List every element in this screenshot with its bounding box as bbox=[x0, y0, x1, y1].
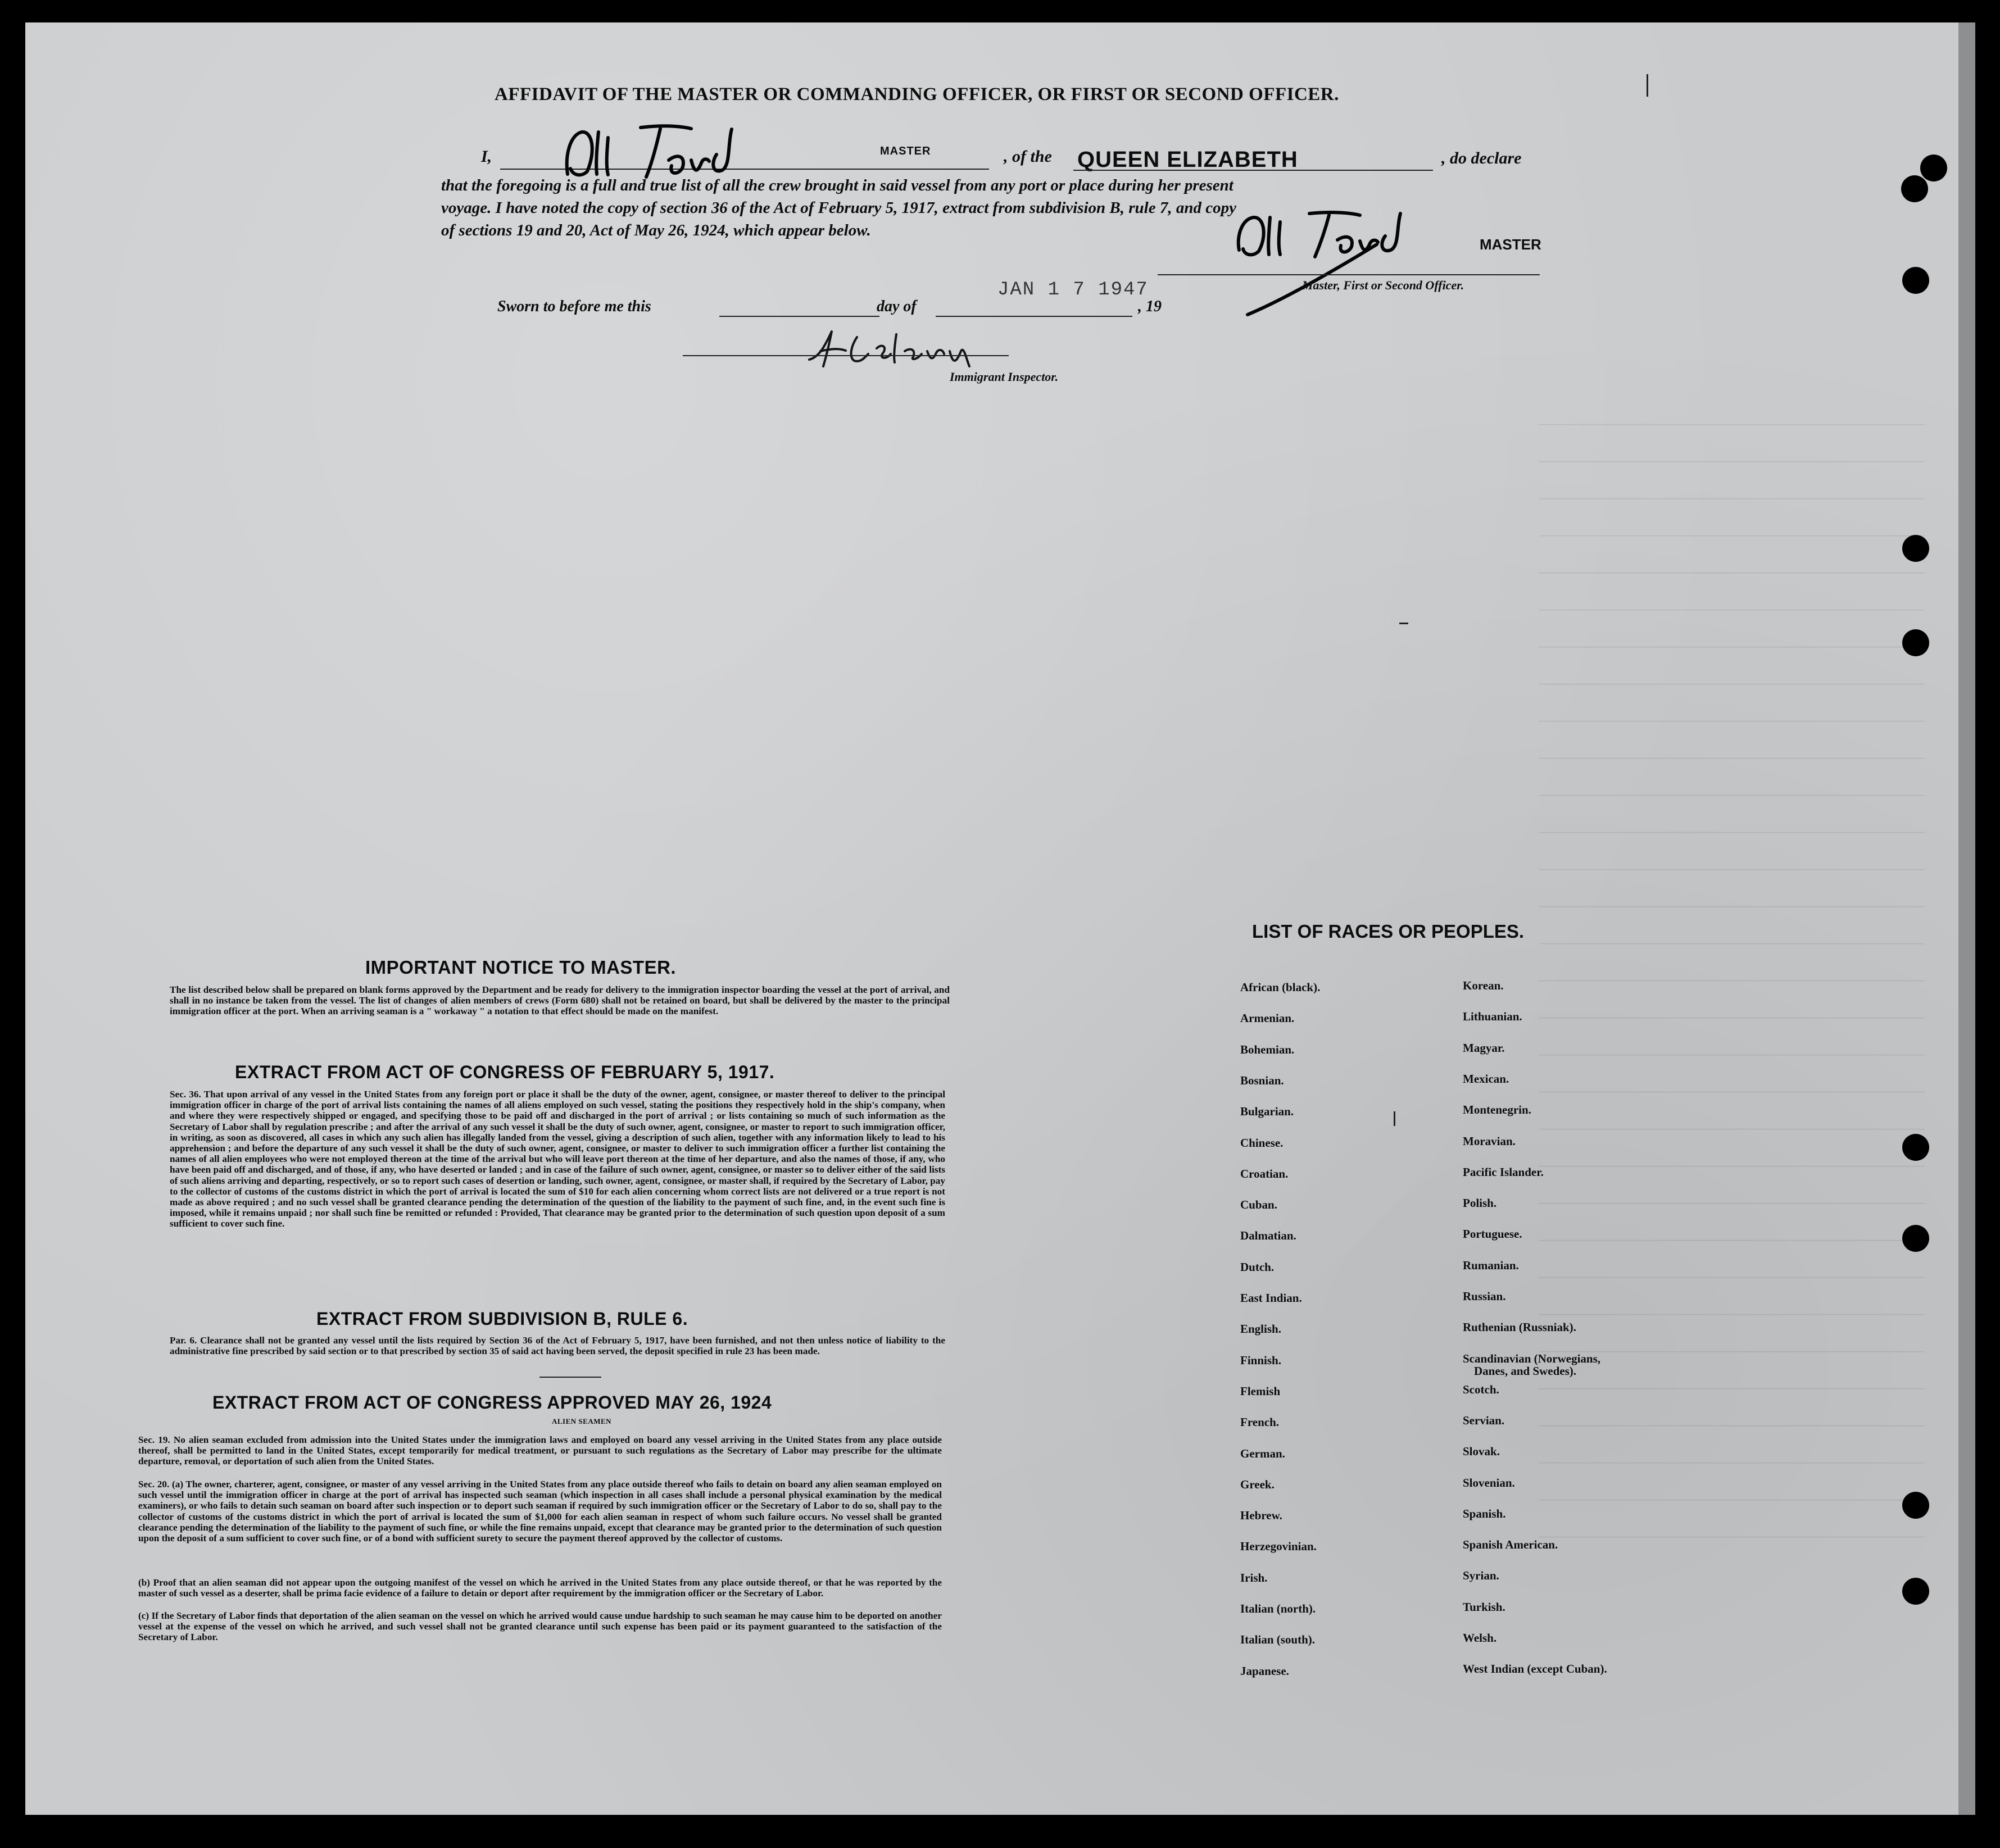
bleed-row: ———————————————————————————————————————————— bbox=[1539, 416, 1925, 433]
race-item: Herzegovinian. bbox=[1240, 1540, 1317, 1554]
race-item: Rumanian. bbox=[1463, 1258, 1519, 1272]
extract-1924-title: EXTRACT FROM ACT OF CONGRESS APPROVED MAY 26, 1924 bbox=[212, 1392, 772, 1413]
race-item: Italian (north). bbox=[1240, 1602, 1316, 1615]
race-item: Hebrew. bbox=[1240, 1509, 1282, 1523]
race-item: French. bbox=[1240, 1415, 1280, 1429]
bleed-row: ———————————————————————————————————————————— bbox=[1539, 490, 1925, 507]
bleed-row: ———————————————————————————————————————————— bbox=[1539, 1528, 1925, 1545]
extract-1924-sec20c: (c) If the Secretary of Labor finds that deportation of the alien seaman on the vessel on which he arrived would cause undue hardship to such seaman he may cause him to be deported on another vessel at the expense of the vessel on which he arrived, and such vessel shall not be granted clearance until such expense has been paid or its payment guaranteed to the satisfaction of the Secretary of Labor. bbox=[138, 1610, 942, 1643]
race-item: Cuban. bbox=[1240, 1198, 1277, 1212]
race-item: West Indian (except Cuban). bbox=[1463, 1662, 1607, 1676]
bleed-row: ———————————————————————————————————————————— bbox=[1539, 1120, 1925, 1137]
bleed-through bbox=[25, 22, 1958, 1815]
bleed-row: ———————————————————————————————————————————— bbox=[1539, 564, 1925, 581]
race-item: Croatian. bbox=[1240, 1166, 1289, 1180]
manifest-sheet bbox=[25, 22, 1958, 1815]
bleed-row: ———————————————————————————————————————————— bbox=[1539, 787, 1925, 803]
race-item: Lithuanian. bbox=[1463, 1010, 1522, 1024]
extract-1924-sec19: Sec. 19. No alien seaman excluded from admission into the United States under the immigration laws and employed on board any vessel arriving in the United States from any place outside thereof, shall be permitted to land in the United States, except temporarily for medical treatment, or pursuant to such regulations as the Secretary of Labor may prescribe for the ultimate departure, removal, or deportation of such alien from the United States. bbox=[138, 1434, 942, 1467]
race-item: Moravian. bbox=[1463, 1134, 1516, 1148]
bleed-row: ———————————————————————————————————————————— bbox=[1539, 1454, 1925, 1471]
declaration-line-3: voyage. I have noted the copy of section 36 of the Act of February 5, 1917, extract from subdivision B, rule 7, and copy bbox=[441, 199, 1236, 217]
race-item: Welsh. bbox=[1463, 1631, 1497, 1645]
race-item: Bulgarian. bbox=[1240, 1105, 1294, 1119]
race-item: Magyar. bbox=[1463, 1041, 1505, 1055]
bleed-row: ———————————————————————————————————————————— bbox=[1539, 1157, 1925, 1174]
bleed-row: ———————————————————————————————————————————— bbox=[1539, 861, 1925, 878]
race-item: Polish. bbox=[1463, 1196, 1497, 1210]
extract-1924-sec20b: (b) Proof that an alien seaman did not appear upon the outgoing manifest of the vessel on which he arrived in the United States from any place outside thereof, or that he was reported by the master of such vessel as a deserter, shall be prima facie evidence of a failure to detain or deport after requirement by the immigration officer or the Secretary of Labor. bbox=[138, 1577, 942, 1599]
master-officer-label: Master, First or Second Officer. bbox=[1302, 278, 1464, 292]
race-item: Italian (south). bbox=[1240, 1633, 1316, 1647]
stray-mark bbox=[1394, 1111, 1395, 1126]
binder-hole bbox=[1902, 629, 1929, 656]
date-stamp: JAN 1 7 1947 bbox=[997, 279, 1149, 301]
vessel-underline bbox=[1073, 170, 1433, 171]
sworn-label: Sworn to before me this bbox=[497, 298, 651, 315]
stray-mark bbox=[1647, 74, 1648, 97]
race-item: Chinese. bbox=[1240, 1136, 1284, 1150]
bleed-row: ———————————————————————————————————————————— bbox=[1539, 935, 1925, 952]
bleed-row: ———————————————————————————————————————————— bbox=[1539, 527, 1925, 544]
race-item: African (black). bbox=[1240, 980, 1321, 994]
bleed-row: ———————————————————————————————————————————— bbox=[1539, 1417, 1925, 1434]
race-item: Irish. bbox=[1240, 1570, 1268, 1584]
declaration-do-declare: , do declare bbox=[1441, 149, 1522, 167]
race-item: Danes, and Swedes). bbox=[1474, 1364, 1577, 1378]
race-item: Bohemian. bbox=[1240, 1042, 1295, 1056]
notice-title: IMPORTANT NOTICE TO MASTER. bbox=[365, 957, 677, 978]
subdivision-text: Par. 6. Clearance shall not be granted any vessel until the lists required by Section 36 of the Act of February 5, 1917, have been furnished, and not then unless notice of liability to the administrative fine prescribed by said section or to that prescribed by section 35 of said act having been served, the deposit specified in rule 23 has been made. bbox=[170, 1335, 945, 1357]
race-item: Pacific Islander. bbox=[1463, 1165, 1544, 1179]
race-item: Montenegrin. bbox=[1463, 1103, 1531, 1117]
extract-1917-title: EXTRACT FROM ACT OF CONGRESS OF FEBRUARY 5, 1917. bbox=[235, 1062, 775, 1082]
master-stamp-2: MASTER bbox=[1480, 236, 1541, 253]
bleed-row: ———————————————————————————————————————————— bbox=[1539, 898, 1925, 915]
binder-hole bbox=[1901, 175, 1928, 202]
date-underline bbox=[936, 316, 1132, 317]
immigrant-inspector-label: Immigrant Inspector. bbox=[950, 370, 1059, 384]
binder-hole bbox=[1902, 1578, 1929, 1605]
extract-1917-text: Sec. 36. That upon arrival of any vessel in the United States from any foreign port or place it shall be the duty of the owner, agent, consignee, or master thereof to deliver to the principal immigration officer in charge of the port of arrival lists containing the names of all aliens employed on such vessel, stating the positions they respectively hold in the ship's company, when and where they were respectively shipped or engaged, and specifying those to be paid off and discharged in the port of arrival ; or lists containing so much of such information as the Secretary of Labor shall by regulation prescribe ; and after the arrival of any such vessel it shall be the duty of such owner, agent, consignee, or master to report to such immigration officer, in writing, as soon as discovered, all cases in which any such alien has illegally landed from the vessel, giving a description of such alien, together with any information likely to lead to his apprehension ; and before the departure of any such vessel it shall be the duty of such owner, agent, consignee, or master to deliver to such immigration officer a further list containing the names of all alien employees who were not employed thereon at the time of the arrival but who will leave port thereon at the time of her departure, and also the names of those, if any, who have been paid off and discharged, and of those, if any, who have deserted or landed ; and in case of the failure of such owner, agent, consignee, or master so to deliver either of the said lists of such aliens arriving and departing, respectively, or so to report such cases of desertion or landing, such owner, agent, consignee, or master shall, if required by the Secretary of Labor, pay to the collector of customs of the customs district in which the port of arrival is located the sum of $10 for each alien concerning whom correct lists are not delivered or a true report is not made as above required ; and no such vessel shall be granted clearance pending the determination of the question of the liability to the payment of such fine, and, in the event such fine is imposed, while it remains unpaid ; nor shall such fine be remitted or refunded : Provided, That clearance may be granted prior to the determination of such question upon deposit of a sum sufficient to cover such fine. bbox=[170, 1089, 945, 1229]
bleed-row: ———————————————————————————————————————————— bbox=[1539, 1306, 1925, 1323]
race-item: Ruthenian (Russniak). bbox=[1463, 1320, 1576, 1334]
race-item: Spanish. bbox=[1463, 1506, 1506, 1520]
sheet-edge bbox=[1958, 22, 1975, 1815]
inspector-underline bbox=[683, 355, 1009, 356]
bleed-row: ———————————————————————————————————————————— bbox=[1539, 1269, 1925, 1286]
bleed-row: ———————————————————————————————————————————— bbox=[1539, 1083, 1925, 1100]
subdivision-rule bbox=[539, 1377, 601, 1378]
notice-text: The list described below shall be prepared on blank forms approved by the Department and be ready for delivery to the immigration inspector boarding the vessel at the port of arrival, and shall in no instance be taken from the vessel. The list of changes of alien members of crews (Form 680) shall not be retained on board, but shall be delivered by the master to the principal immigration officer at the port. When an arriving seaman is a " workaway " a notation to that effect should be made on the manifest. bbox=[170, 984, 950, 1017]
race-item: Servian. bbox=[1463, 1413, 1505, 1427]
bleed-row: ———————————————————————————————————————————— bbox=[1539, 972, 1925, 989]
race-item: East Indian. bbox=[1240, 1291, 1302, 1305]
race-item: German. bbox=[1240, 1446, 1285, 1460]
race-item: Spanish American. bbox=[1463, 1538, 1558, 1552]
bleed-row: ———————————————————————————————————————————— bbox=[1539, 601, 1925, 618]
bleed-row: ———————————————————————————————————————————— bbox=[1539, 638, 1925, 655]
race-item: Portuguese. bbox=[1463, 1227, 1522, 1241]
race-item: Russian. bbox=[1463, 1289, 1506, 1303]
races-title: LIST OF RACES OR PEOPLES. bbox=[1252, 921, 1525, 942]
master-stamp: MASTER bbox=[880, 145, 931, 157]
subdivision-title: EXTRACT FROM SUBDIVISION B, RULE 6. bbox=[316, 1309, 688, 1329]
race-item: Mexican. bbox=[1463, 1071, 1509, 1086]
race-item: Dutch. bbox=[1240, 1260, 1275, 1274]
binder-hole bbox=[1902, 1225, 1929, 1252]
race-item: English. bbox=[1240, 1322, 1281, 1336]
extract-1924-sec20a: Sec. 20. (a) The owner, charterer, agent, consignee, or master of any vessel arriving in the United States from any place outside thereof who fails to detain on board any alien seaman employed on such vessel until the immigration officer in charge at the port of arrival has inspected such seaman (which inspection in all cases shall include a personal physical examination by the medical examiners), or who fails to detain such seaman on board after such inspection or to deport such seaman if required by such immigration officer or the Secretary of Labor to do so, shall pay to the collector of customs of the customs district in which the port of arrival is located the sum of $1,000 for each alien seaman in respect of whom such failure occurs. No vessel shall be granted clearance pending the determination of the liability to the payment of such fine, or while the fine remains unpaid, except that clearance may be granted prior to the determination of such question upon the deposit of a sum sufficient to cover such fine, or of a bond with sufficient surety to secure the payment thereof approved by the collector of customs. bbox=[138, 1479, 942, 1544]
binder-hole bbox=[1902, 1492, 1929, 1519]
bleed-row: ———————————————————————————————————————————— bbox=[1539, 1380, 1925, 1397]
race-item: Korean. bbox=[1463, 979, 1504, 992]
binder-hole bbox=[1902, 1134, 1929, 1161]
bleed-row: ———————————————————————————————————————————— bbox=[1539, 824, 1925, 841]
binder-hole bbox=[1920, 155, 1947, 181]
race-item: Japanese. bbox=[1240, 1664, 1289, 1678]
race-item: Slovenian. bbox=[1463, 1475, 1515, 1490]
race-item: Flemish bbox=[1240, 1384, 1281, 1398]
alien-seamen-subtitle: ALIEN SEAMEN bbox=[552, 1417, 612, 1425]
race-item: Scotch. bbox=[1463, 1382, 1499, 1396]
race-item: Syrian. bbox=[1463, 1569, 1499, 1583]
bleed-row: ———————————————————————————————————————————— bbox=[1539, 675, 1925, 692]
race-item: Dalmatian. bbox=[1240, 1229, 1296, 1243]
sworn-underline bbox=[719, 316, 879, 317]
binder-hole bbox=[1902, 535, 1929, 562]
race-item: Turkish. bbox=[1463, 1600, 1505, 1614]
bleed-row: ———————————————————————————————————————————— bbox=[1539, 1009, 1925, 1026]
stray-mark bbox=[1399, 623, 1408, 624]
bleed-row: ———————————————————————————————————————————— bbox=[1539, 1343, 1925, 1360]
bleed-row: ———————————————————————————————————————————— bbox=[1539, 750, 1925, 766]
name-underline bbox=[500, 169, 989, 170]
race-item: Greek. bbox=[1240, 1477, 1275, 1491]
officer-underline bbox=[1158, 274, 1540, 275]
declaration-line-4: of sections 19 and 20, Act of May 26, 1924, which appear below. bbox=[441, 221, 871, 239]
race-item: Finnish. bbox=[1240, 1353, 1281, 1367]
bleed-row: ———————————————————————————————————————————— bbox=[1539, 1232, 1925, 1248]
bleed-row: ———————————————————————————————————————————— bbox=[1539, 453, 1925, 470]
declaration-of-the: , of the bbox=[1004, 147, 1052, 166]
bleed-row: ———————————————————————————————————————————— bbox=[1539, 1195, 1925, 1211]
binder-hole bbox=[1902, 267, 1929, 294]
day-of-label: day of bbox=[877, 298, 917, 315]
bleed-row: ———————————————————————————————————————————— bbox=[1539, 1046, 1925, 1063]
year-prefix: , 19 bbox=[1138, 298, 1162, 315]
bleed-row: ———————————————————————————————————————————— bbox=[1539, 712, 1925, 729]
vessel-name: QUEEN ELIZABETH bbox=[1077, 147, 1298, 172]
race-item: Slovak. bbox=[1463, 1445, 1500, 1459]
affidavit-title: AFFIDAVIT OF THE MASTER OR COMMANDING OFFICER, OR FIRST OR SECOND OFFICER. bbox=[495, 84, 1339, 105]
declaration-line-2: that the foregoing is a full and true list of all the crew brought in said vessel from any port or place during her present bbox=[441, 176, 1233, 194]
bleed-row: ———————————————————————————————————————————— bbox=[1539, 1491, 1925, 1508]
race-item: Scandinavian (Norwegians, bbox=[1463, 1351, 1601, 1365]
race-item: Bosnian. bbox=[1240, 1073, 1284, 1087]
declaration-i: I, bbox=[481, 147, 492, 166]
race-item: Armenian. bbox=[1240, 1011, 1295, 1025]
